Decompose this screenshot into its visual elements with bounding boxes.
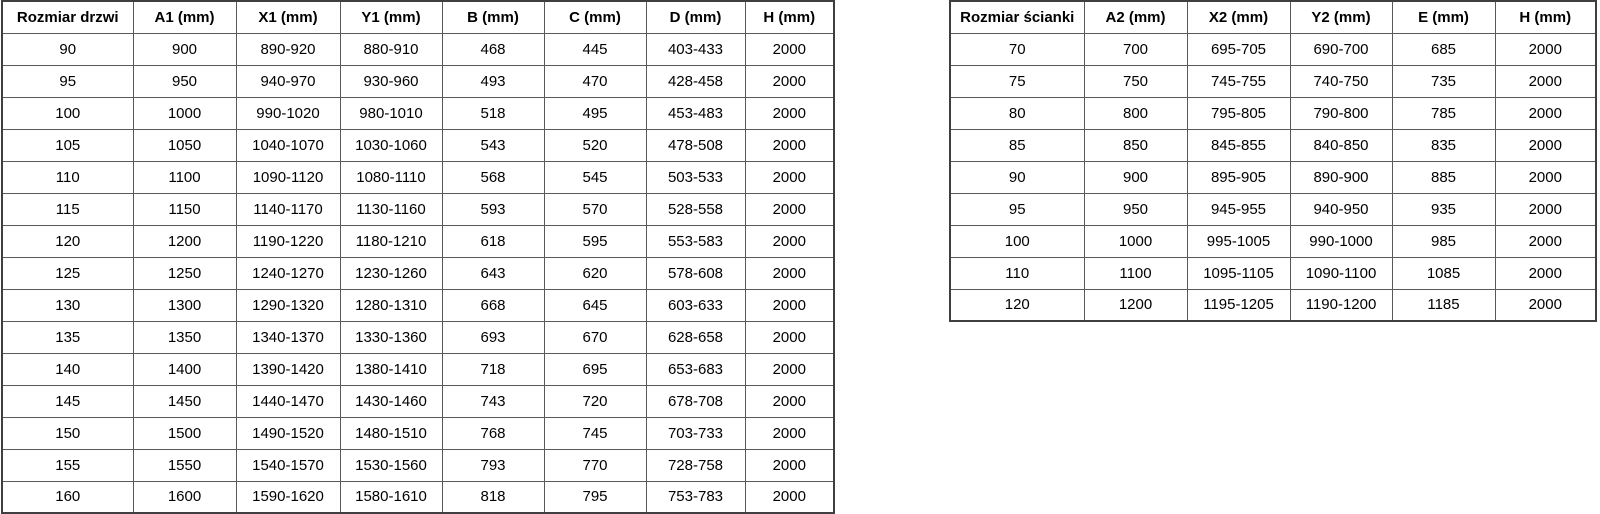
column-header: D (mm) — [646, 1, 745, 33]
cell: 2000 — [1495, 193, 1596, 225]
cell: 2000 — [1495, 289, 1596, 321]
cell: 2000 — [745, 225, 834, 257]
cell: 2000 — [745, 257, 834, 289]
cell: 720 — [544, 385, 646, 417]
cell: 768 — [442, 417, 544, 449]
cell: 1095-1105 — [1187, 257, 1290, 289]
table-row — [2, 417, 834, 449]
table-row — [2, 161, 834, 193]
cell: 900 — [133, 33, 236, 65]
cell: 543 — [442, 129, 544, 161]
cell: 2000 — [745, 65, 834, 97]
cell: 578-608 — [646, 257, 745, 289]
cell: 1340-1370 — [236, 321, 340, 353]
cell: 840-850 — [1290, 129, 1392, 161]
cell: 795 — [544, 481, 646, 513]
cell: 700 — [1084, 33, 1187, 65]
header-row — [2, 1, 834, 33]
cell: 1540-1570 — [236, 449, 340, 481]
column-header: Y2 (mm) — [1290, 1, 1392, 33]
cell: 1100 — [1084, 257, 1187, 289]
cell: 745 — [544, 417, 646, 449]
cell: 2000 — [745, 161, 834, 193]
cell: 620 — [544, 257, 646, 289]
cell: 1350 — [133, 321, 236, 353]
cell: 120 — [950, 289, 1084, 321]
cell: 140 — [2, 353, 133, 385]
column-header: A2 (mm) — [1084, 1, 1187, 33]
cell: 890-920 — [236, 33, 340, 65]
cell: 545 — [544, 161, 646, 193]
cell: 1600 — [133, 481, 236, 513]
cell: 995-1005 — [1187, 225, 1290, 257]
cell: 1100 — [133, 161, 236, 193]
cell: 2000 — [745, 129, 834, 161]
cell: 1300 — [133, 289, 236, 321]
cell: 1240-1270 — [236, 257, 340, 289]
cell: 1200 — [133, 225, 236, 257]
column-header: X1 (mm) — [236, 1, 340, 33]
cell: 603-633 — [646, 289, 745, 321]
cell: 770 — [544, 449, 646, 481]
cell: 90 — [950, 161, 1084, 193]
cell: 2000 — [1495, 65, 1596, 97]
cell: 980-1010 — [340, 97, 442, 129]
cell: 753-783 — [646, 481, 745, 513]
cell: 150 — [2, 417, 133, 449]
cell: 1380-1410 — [340, 353, 442, 385]
cell: 880-910 — [340, 33, 442, 65]
table-row — [2, 193, 834, 225]
cell: 1200 — [1084, 289, 1187, 321]
cell: 790-800 — [1290, 97, 1392, 129]
cell: 695 — [544, 353, 646, 385]
cell: 453-483 — [646, 97, 745, 129]
cell: 1030-1060 — [340, 129, 442, 161]
wall-size-table — [949, 0, 1597, 322]
cell: 1190-1200 — [1290, 289, 1392, 321]
cell: 2000 — [745, 417, 834, 449]
cell: 1085 — [1392, 257, 1495, 289]
cell: 2000 — [745, 353, 834, 385]
cell: 1500 — [133, 417, 236, 449]
cell: 2000 — [745, 97, 834, 129]
table-row — [2, 97, 834, 129]
cell: 693 — [442, 321, 544, 353]
cell: 595 — [544, 225, 646, 257]
cell: 110 — [2, 161, 133, 193]
cell: 1195-1205 — [1187, 289, 1290, 321]
cell: 1000 — [1084, 225, 1187, 257]
column-header: E (mm) — [1392, 1, 1495, 33]
table-row — [950, 193, 1596, 225]
cell: 945-955 — [1187, 193, 1290, 225]
cell: 1530-1560 — [340, 449, 442, 481]
cell: 570 — [544, 193, 646, 225]
cell: 900 — [1084, 161, 1187, 193]
cell: 750 — [1084, 65, 1187, 97]
cell: 1440-1470 — [236, 385, 340, 417]
cell: 718 — [442, 353, 544, 385]
column-header: B (mm) — [442, 1, 544, 33]
cell: 695-705 — [1187, 33, 1290, 65]
cell: 935 — [1392, 193, 1495, 225]
cell: 628-658 — [646, 321, 745, 353]
table-row — [2, 65, 834, 97]
cell: 115 — [2, 193, 133, 225]
cell: 818 — [442, 481, 544, 513]
column-header: C (mm) — [544, 1, 646, 33]
cell: 685 — [1392, 33, 1495, 65]
cell: 1180-1210 — [340, 225, 442, 257]
cell: 428-458 — [646, 65, 745, 97]
cell: 890-900 — [1290, 161, 1392, 193]
cell: 468 — [442, 33, 544, 65]
cell: 100 — [2, 97, 133, 129]
column-header: Rozmiar ścianki — [950, 1, 1084, 33]
cell: 445 — [544, 33, 646, 65]
cell: 690-700 — [1290, 33, 1392, 65]
table-row — [950, 97, 1596, 129]
cell: 1590-1620 — [236, 481, 340, 513]
cell: 520 — [544, 129, 646, 161]
column-header: Y1 (mm) — [340, 1, 442, 33]
cell: 105 — [2, 129, 133, 161]
cell: 1040-1070 — [236, 129, 340, 161]
cell: 2000 — [745, 289, 834, 321]
cell: 795-805 — [1187, 97, 1290, 129]
cell: 728-758 — [646, 449, 745, 481]
cell: 1330-1360 — [340, 321, 442, 353]
cell: 950 — [133, 65, 236, 97]
table-row — [950, 129, 1596, 161]
cell: 2000 — [745, 193, 834, 225]
cell: 120 — [2, 225, 133, 257]
cell: 1090-1100 — [1290, 257, 1392, 289]
cell: 985 — [1392, 225, 1495, 257]
table-row — [2, 289, 834, 321]
table-row — [2, 257, 834, 289]
cell: 1400 — [133, 353, 236, 385]
cell: 145 — [2, 385, 133, 417]
cell: 2000 — [745, 449, 834, 481]
cell: 1140-1170 — [236, 193, 340, 225]
cell: 785 — [1392, 97, 1495, 129]
table-row — [2, 481, 834, 513]
cell: 403-433 — [646, 33, 745, 65]
cell: 850 — [1084, 129, 1187, 161]
cell: 1280-1310 — [340, 289, 442, 321]
cell: 155 — [2, 449, 133, 481]
cell: 503-533 — [646, 161, 745, 193]
cell: 1480-1510 — [340, 417, 442, 449]
cell: 895-905 — [1187, 161, 1290, 193]
cell: 1190-1220 — [236, 225, 340, 257]
cell: 85 — [950, 129, 1084, 161]
cell: 90 — [2, 33, 133, 65]
cell: 643 — [442, 257, 544, 289]
cell: 160 — [2, 481, 133, 513]
cell: 2000 — [1495, 33, 1596, 65]
cell: 990-1000 — [1290, 225, 1392, 257]
cell: 800 — [1084, 97, 1187, 129]
column-header: A1 (mm) — [133, 1, 236, 33]
cell: 2000 — [745, 33, 834, 65]
cell: 2000 — [1495, 257, 1596, 289]
cell: 95 — [950, 193, 1084, 225]
cell: 130 — [2, 289, 133, 321]
cell: 1185 — [1392, 289, 1495, 321]
cell: 80 — [950, 97, 1084, 129]
cell: 95 — [2, 65, 133, 97]
cell: 678-708 — [646, 385, 745, 417]
cell: 100 — [950, 225, 1084, 257]
cell: 1050 — [133, 129, 236, 161]
cell: 703-733 — [646, 417, 745, 449]
table-row — [950, 161, 1596, 193]
cell: 1250 — [133, 257, 236, 289]
cell: 1390-1420 — [236, 353, 340, 385]
cell: 568 — [442, 161, 544, 193]
cell: 478-508 — [646, 129, 745, 161]
table-row — [2, 385, 834, 417]
cell: 930-960 — [340, 65, 442, 97]
cell: 470 — [544, 65, 646, 97]
cell: 1080-1110 — [340, 161, 442, 193]
cell: 2000 — [745, 321, 834, 353]
cell: 940-970 — [236, 65, 340, 97]
cell: 743 — [442, 385, 544, 417]
cell: 495 — [544, 97, 646, 129]
cell: 135 — [2, 321, 133, 353]
cell: 1580-1610 — [340, 481, 442, 513]
table-row — [950, 225, 1596, 257]
header-row — [950, 1, 1596, 33]
cell: 1130-1160 — [340, 193, 442, 225]
cell: 740-750 — [1290, 65, 1392, 97]
cell: 1230-1260 — [340, 257, 442, 289]
cell: 670 — [544, 321, 646, 353]
table-row — [950, 257, 1596, 289]
table-row — [2, 353, 834, 385]
cell: 2000 — [1495, 129, 1596, 161]
cell: 75 — [950, 65, 1084, 97]
cell: 125 — [2, 257, 133, 289]
cell: 1290-1320 — [236, 289, 340, 321]
cell: 593 — [442, 193, 544, 225]
cell: 845-855 — [1187, 129, 1290, 161]
cell: 1000 — [133, 97, 236, 129]
column-header: X2 (mm) — [1187, 1, 1290, 33]
column-header: Rozmiar drzwi — [2, 1, 133, 33]
cell: 1090-1120 — [236, 161, 340, 193]
cell: 110 — [950, 257, 1084, 289]
cell: 645 — [544, 289, 646, 321]
cell: 835 — [1392, 129, 1495, 161]
cell: 2000 — [1495, 161, 1596, 193]
cell: 1550 — [133, 449, 236, 481]
cell: 553-583 — [646, 225, 745, 257]
cell: 1490-1520 — [236, 417, 340, 449]
table-row — [2, 33, 834, 65]
cell: 940-950 — [1290, 193, 1392, 225]
cell: 653-683 — [646, 353, 745, 385]
cell: 2000 — [745, 481, 834, 513]
cell: 70 — [950, 33, 1084, 65]
cell: 1430-1460 — [340, 385, 442, 417]
column-header: H (mm) — [1495, 1, 1596, 33]
cell: 990-1020 — [236, 97, 340, 129]
cell: 735 — [1392, 65, 1495, 97]
cell: 950 — [1084, 193, 1187, 225]
cell: 885 — [1392, 161, 1495, 193]
table-row — [2, 129, 834, 161]
cell: 528-558 — [646, 193, 745, 225]
table-row — [950, 65, 1596, 97]
cell: 793 — [442, 449, 544, 481]
cell: 2000 — [1495, 97, 1596, 129]
cell: 518 — [442, 97, 544, 129]
table-row — [2, 321, 834, 353]
cell: 668 — [442, 289, 544, 321]
cell: 618 — [442, 225, 544, 257]
cell: 493 — [442, 65, 544, 97]
cell: 745-755 — [1187, 65, 1290, 97]
table-row — [950, 289, 1596, 321]
table-row — [2, 225, 834, 257]
cell: 1150 — [133, 193, 236, 225]
cell: 1450 — [133, 385, 236, 417]
column-header: H (mm) — [745, 1, 834, 33]
table-row — [950, 33, 1596, 65]
cell: 2000 — [1495, 225, 1596, 257]
cell: 2000 — [745, 385, 834, 417]
table-row — [2, 449, 834, 481]
door-size-table — [1, 0, 835, 514]
